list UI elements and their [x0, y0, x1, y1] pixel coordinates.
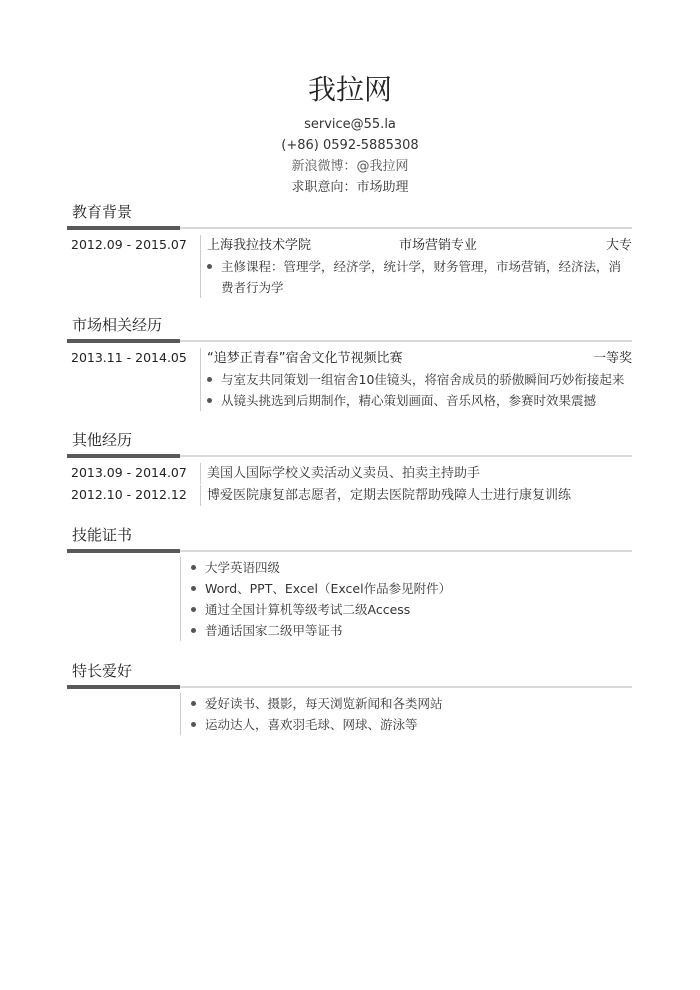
section-divider: [67, 685, 632, 689]
skills-section: [67, 525, 632, 641]
hobbies-list: [180, 693, 632, 735]
section-divider: [67, 226, 632, 230]
phone-text: (+86) 0592-5885308: [281, 138, 419, 153]
bullet-icon: [191, 586, 196, 591]
section-title: 教育背景: [72, 203, 133, 221]
entry-text: 博爱医院康复部志愿者，定期去医院帮助残障人士进行康复训练: [200, 485, 632, 506]
bullet-icon: [191, 628, 196, 633]
hobbies-section: [67, 661, 632, 735]
section-title: 特长爱好: [72, 662, 133, 680]
course-list: [200, 256, 632, 298]
objective-text: 求职意向：市场助理: [291, 180, 409, 195]
list-item: 从镜头挑选到后期制作，精心策划画面、音乐风格，参赛时效果震撼: [205, 390, 632, 411]
marketing-section: [67, 315, 632, 411]
bullet-icon: [207, 377, 212, 382]
entry-text: 美国人国际学校义卖活动义卖员、拍卖主持助手: [200, 463, 632, 484]
list-item: 主修课程：管理学，经济学，统计学，财务管理，市场营销，经济法，消费者行为学: [205, 256, 632, 298]
resume-header: [0, 70, 700, 198]
entry-date: 2013.09 - 2014.07: [71, 465, 187, 480]
skills-list: [180, 557, 632, 641]
degree-level: 大专: [605, 238, 632, 253]
experience-row: [67, 462, 632, 484]
education-section: [67, 202, 632, 298]
event-name: “追梦正青春”宿舍文化节视频比赛: [207, 351, 403, 366]
award-text: 一等奖: [592, 351, 632, 366]
bullet-icon: [191, 607, 196, 612]
email-text: service@55.la: [304, 117, 396, 132]
list-item: 运动达人，喜欢羽毛球、网球、游泳等: [189, 714, 632, 735]
section-divider: [67, 549, 632, 553]
section-divider: [67, 339, 632, 343]
other-experience-section: [67, 430, 632, 506]
bullet-icon: [191, 701, 196, 706]
major-name: 市场营销专业: [399, 238, 478, 253]
bullet-icon: [191, 565, 196, 570]
bullet-icon: [191, 722, 196, 727]
experience-row: [67, 484, 632, 506]
list-item: 通过全国计算机等级考试二级Access: [189, 599, 632, 620]
section-title: 市场相关经历: [72, 316, 163, 334]
list-item: 与室友共同策划一组宿舍10佳镜头，将宿舍成员的骄傲瞬间巧妙衔接起来: [205, 369, 632, 390]
candidate-name: 我拉网: [307, 73, 392, 106]
section-divider: [67, 454, 632, 458]
school-name: 上海我拉技术学院: [207, 238, 312, 253]
list-item: Word、PPT、Excel（Excel作品参见附件）: [189, 578, 632, 599]
entry-date: 2013.11 - 2014.05: [71, 350, 187, 365]
section-title: 其他经历: [72, 431, 133, 449]
weibo-text: 新浪微博：@我拉网: [291, 159, 409, 174]
list-item: 爱好读书、摄影，每天浏览新闻和各类网站: [189, 693, 632, 714]
list-item: 普通话国家二级甲等证书: [189, 620, 632, 641]
list-item: 大学英语四级: [189, 557, 632, 578]
bullet-icon: [207, 264, 212, 269]
entry-date: 2012.09 - 2015.07: [71, 237, 187, 252]
experience-list: [200, 369, 632, 411]
section-title: 技能证书: [72, 526, 133, 544]
bullet-icon: [207, 398, 212, 403]
entry-date: 2012.10 - 2012.12: [71, 487, 187, 502]
